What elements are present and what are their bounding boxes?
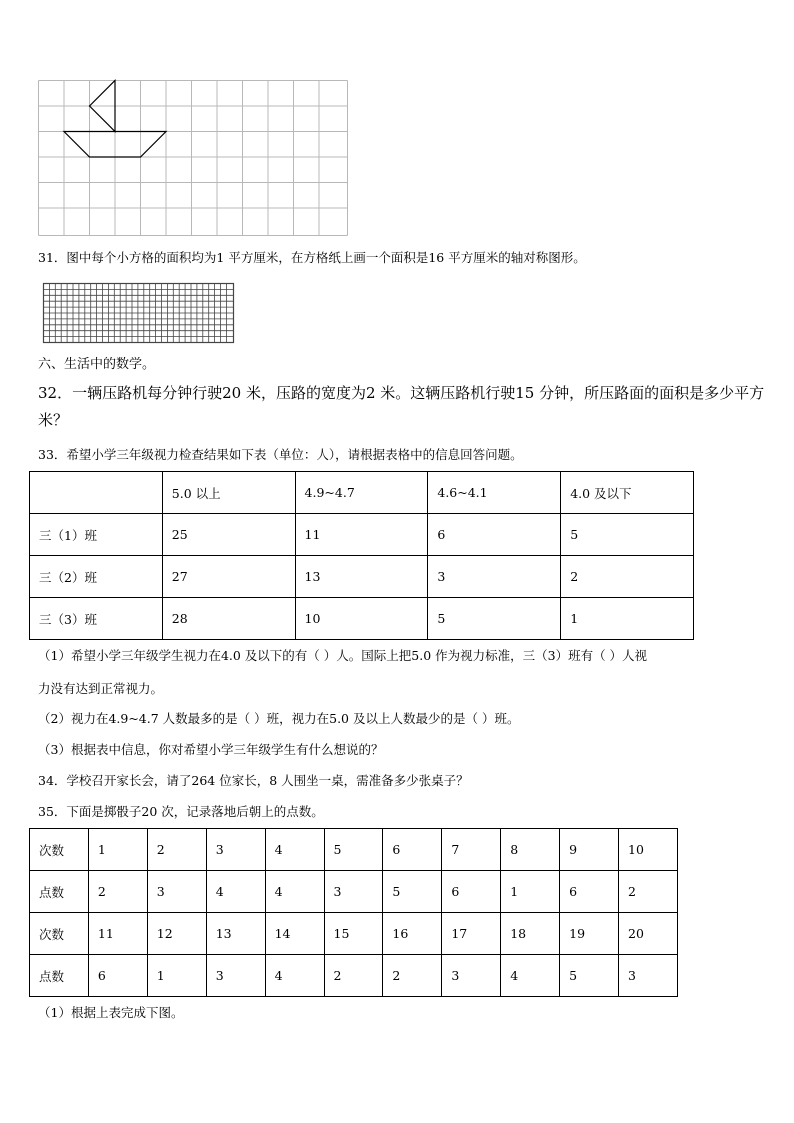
table-cell: 1 — [501, 871, 560, 913]
table-cell: 5 — [560, 955, 619, 997]
table-cell: 3 — [206, 829, 265, 871]
q33-sub2: （2）视力在4.9~4.7 人数最多的是（ ）班，视力在5.0 及以上人数最少的是（ ）班。 — [38, 711, 520, 726]
table-cell: 次数 — [30, 829, 89, 871]
table-header-cell: 4.6~4.1 — [428, 472, 561, 514]
table-cell: 14 — [265, 913, 324, 955]
table-cell: 6 — [442, 871, 501, 913]
q33-sub1-line1: （1）希望小学三年级学生视力在4.0 及以下的有（ ）人。国际上把5.0 作为视力标准，三（3）班有（ ）人视 — [38, 648, 648, 663]
square-grid-paper — [43, 283, 234, 343]
table-header-cell: 5.0 以上 — [162, 472, 295, 514]
table-cell: 28 — [162, 598, 295, 640]
table-cell: 10 — [295, 598, 428, 640]
table-cell: 19 — [560, 913, 619, 955]
table-cell: 4 — [265, 955, 324, 997]
table-cell: 5 — [383, 871, 442, 913]
table-cell: 2 — [88, 871, 147, 913]
question-34: 34．学校召开家长会，请了264 位家长，8 人围坐一桌，需准备多少张桌子？ — [38, 773, 469, 788]
table-cell: 4 — [265, 871, 324, 913]
table-cell: 3 — [324, 871, 383, 913]
q35-sub1: （1）根据上表完成下图。 — [38, 1005, 184, 1020]
table-cell: 三（3）班 — [30, 598, 163, 640]
table-cell: 3 — [147, 871, 206, 913]
table-cell: 6 — [560, 871, 619, 913]
table-row — [30, 871, 678, 913]
table-cell: 15 — [324, 913, 383, 955]
question-35: 35．下面是掷骰子20 次，记录落地后朝上的点数。 — [38, 804, 324, 819]
table-cell: 2 — [561, 556, 694, 598]
q33-sub3: （3）根据表中信息，你对希望小学三年级学生有什么想说的？ — [38, 742, 384, 757]
table-cell: 9 — [560, 829, 619, 871]
table-cell: 5 — [428, 598, 561, 640]
table-cell: 4 — [501, 955, 560, 997]
table-cell: 20 — [619, 913, 678, 955]
table-cell: 10 — [619, 829, 678, 871]
table-cell: 3 — [619, 955, 678, 997]
table-row — [30, 598, 694, 640]
table-cell: 2 — [383, 955, 442, 997]
question-31: 31．图中每个小方格的面积均为1 平方厘米，在方格纸上画一个面积是16 平方厘米的轴对称图形。 — [38, 250, 586, 265]
table-cell: 7 — [442, 829, 501, 871]
table-cell: 25 — [162, 514, 295, 556]
table-row — [30, 514, 694, 556]
table-cell: 6 — [383, 829, 442, 871]
table-cell: 13 — [206, 913, 265, 955]
dice-table — [29, 828, 678, 997]
table-cell: 5 — [561, 514, 694, 556]
table-cell: 2 — [324, 955, 383, 997]
table-cell: 13 — [295, 556, 428, 598]
table-header-cell: 4.0 及以下 — [561, 472, 694, 514]
table-cell: 6 — [428, 514, 561, 556]
boat-grid-figure — [38, 80, 348, 236]
table-header-cell: 4.9~4.7 — [295, 472, 428, 514]
table-row — [30, 913, 678, 955]
table-cell: 三（1）班 — [30, 514, 163, 556]
table-cell: 5 — [324, 829, 383, 871]
table-cell: 2 — [619, 871, 678, 913]
table-cell: 三（2）班 — [30, 556, 163, 598]
table-cell: 点数 — [30, 871, 89, 913]
table-row — [30, 829, 678, 871]
grid-lines — [39, 81, 348, 236]
table-cell: 3 — [428, 556, 561, 598]
table-cell: 1 — [147, 955, 206, 997]
table-header-row — [30, 472, 694, 514]
table-cell: 11 — [88, 913, 147, 955]
question-32: 32．一辆压路机每分钟行驶20 米，压路的宽度为2 米。这辆压路机行驶15 分钟，所压路面的面积是多少平方米？ — [38, 384, 765, 429]
question-33: 33．希望小学三年级视力检查结果如下表（单位：人），请根据表格中的信息回答问题。 — [38, 447, 523, 462]
table-row — [30, 556, 694, 598]
table-cell: 27 — [162, 556, 295, 598]
table-header-cell — [30, 472, 163, 514]
section-title: 六、生活中的数学。 — [38, 357, 156, 372]
q33-sub1-line2: 力没有达到正常视力。 — [38, 681, 164, 696]
table-cell: 12 — [147, 913, 206, 955]
table-cell: 4 — [265, 829, 324, 871]
table-cell: 次数 — [30, 913, 89, 955]
table-cell: 6 — [88, 955, 147, 997]
table-cell: 8 — [501, 829, 560, 871]
vision-table — [29, 471, 694, 640]
table-row — [30, 955, 678, 997]
table-cell: 17 — [442, 913, 501, 955]
table-cell: 16 — [383, 913, 442, 955]
table-cell: 3 — [442, 955, 501, 997]
table-cell: 3 — [206, 955, 265, 997]
table-cell: 4 — [206, 871, 265, 913]
table-cell: 11 — [295, 514, 428, 556]
table-cell: 18 — [501, 913, 560, 955]
table-cell: 1 — [88, 829, 147, 871]
table-cell: 2 — [147, 829, 206, 871]
table-cell: 1 — [561, 598, 694, 640]
table-cell: 点数 — [30, 955, 89, 997]
